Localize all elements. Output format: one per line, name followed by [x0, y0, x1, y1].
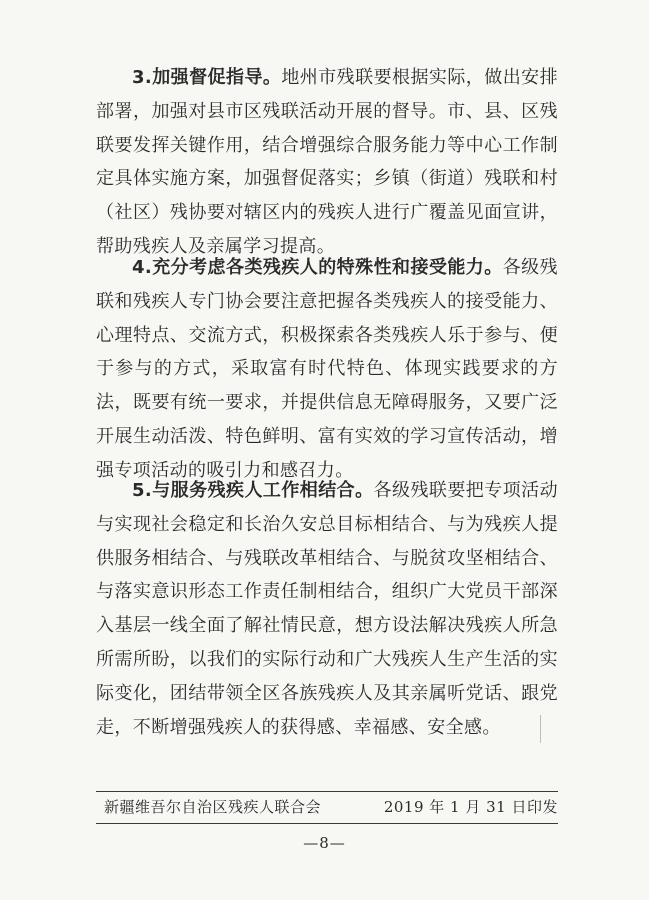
footer-organization: 新疆维吾尔自治区残疾人联合会 [104, 798, 322, 816]
page-number: —8— [303, 834, 346, 852]
paragraph-heading: 3.加强督促指导。 [132, 67, 282, 88]
paragraph-3 [96, 61, 558, 264]
paragraph-heading: 4.充分考虑各类残疾人的特殊性和接受能力。 [132, 257, 503, 278]
footer-bottom-rule [96, 823, 558, 824]
paragraph-4 [96, 251, 558, 488]
paragraph-body: 各级残联要把专项活动与实现社会稳定和长治久安总目标相结合、与为残疾人提供服务相结合、与残联改革相结合、与脱贫攻坚相结合、与落实意识形态工作责任制相结合，组织广大党员干部深入基层一线全面了解社情民意，想方设法解决残疾人所急所需所盼，以我们的实际行动和广大残疾人生产生活的实际变化，团结带领全区各族残疾人及其亲属听党话、跟党走，不断增强残疾人的获得感、幸福感、安全感。 [96, 480, 558, 738]
paragraph-body: 地州市残联要根据实际，做出安排部署，加强对县市区残联活动开展的督导。市、县、区残联要发挥关键作用，结合增强综合服务能力等中心工作制定具体实施方案，加强督促落实；乡镇（街道）残联和村（社区）残协要对辖区内的残疾人进行广覆盖见面宣讲，帮助残疾人及亲属学习提高。 [96, 67, 558, 257]
paragraph-body: 各级残联和残疾人专门协会要注意把握各类残疾人的接受能力、心理特点、交流方式，积极探索各类残疾人乐于参与、便于参与的方式，采取富有时代特色、体现实践要求的方法，既要有统一要求，并提供信息无障碍服务，又要广泛开展生动活泼、特色鲜明、富有实效的学习宣传活动，增强专项活动的吸引力和感召力。 [96, 257, 558, 481]
paragraph-5 [96, 474, 558, 744]
footer-date: 2019 年 1 月 31 日印发 [383, 798, 558, 816]
paragraph-heading: 5.与服务残疾人工作相结合。 [132, 480, 374, 501]
scan-artifact [540, 715, 541, 743]
footer-top-rule [96, 791, 558, 792]
